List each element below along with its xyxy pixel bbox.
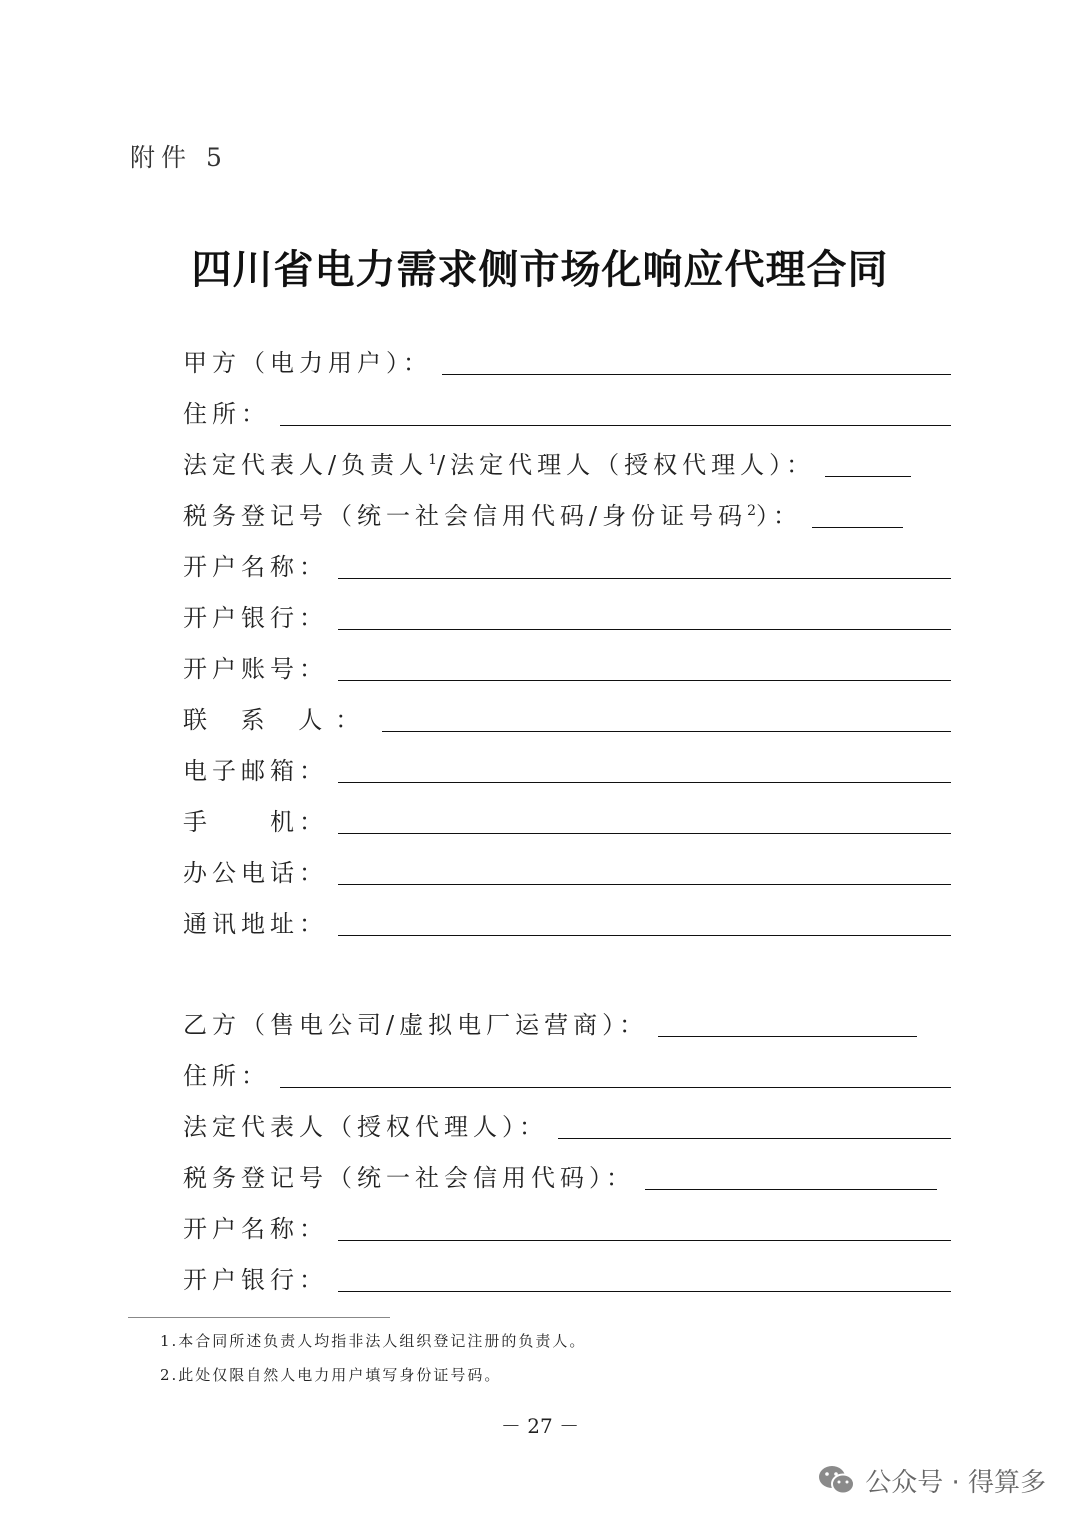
- watermark-text: 公众号 · 得算多: [865, 1468, 1046, 1498]
- party-a-email-field[interactable]: [338, 781, 951, 783]
- party-a-mobile-row: [183, 801, 951, 837]
- party-a-contact-label: 联 系 人：: [183, 706, 373, 734]
- footnote-2: 2.此处仅限自然人电力用户填写身份证号码。: [160, 1366, 502, 1384]
- party-a-address-field[interactable]: [280, 424, 951, 426]
- party-a-heading: 甲方（电力用户）：: [183, 349, 432, 377]
- attachment-label: 附件 5: [130, 143, 228, 172]
- party-a-email-row: [183, 750, 951, 786]
- party-a-legal-rep-label: 法定代表人/负责人$^1$/法定代理人（授权代理人）：: [183, 451, 816, 479]
- party-b-heading: 乙方（售电公司/虚拟电厂运营商）：: [183, 1011, 649, 1039]
- party-a-tax-label: 税务登记号（统一社会信用代码/身份证号码$^2$）：: [183, 502, 803, 530]
- page-number: － 27 －: [500, 1414, 580, 1438]
- footnote-divider: [128, 1317, 390, 1318]
- party-b-legal-rep-field[interactable]: [558, 1137, 951, 1139]
- watermark: [817, 1462, 1046, 1499]
- party-a-tax-row: [183, 495, 903, 531]
- document-title: 四川省电力需求侧市场化响应代理合同: [191, 246, 889, 293]
- party-a-mobile-field[interactable]: [338, 832, 951, 834]
- party-b-address-label: 住所：: [183, 1062, 270, 1090]
- party-a-bank-field[interactable]: [338, 628, 951, 630]
- party-a-mail-address-label: 通讯地址：: [183, 910, 328, 938]
- party-b-address-row: [183, 1055, 951, 1091]
- party-b-address-field[interactable]: [280, 1086, 951, 1088]
- party-b-account-name-row: [183, 1208, 951, 1244]
- footnote-ref-2: 2: [747, 503, 757, 519]
- party-a-name-field[interactable]: [442, 373, 951, 375]
- party-a-mobile-label: 手 机：: [183, 808, 328, 836]
- party-a-legal-rep-field[interactable]: [825, 475, 911, 477]
- party-a-contact-field[interactable]: [382, 730, 951, 732]
- party-b-bank-label: 开户银行：: [183, 1266, 328, 1294]
- party-a-account-name-row: [183, 546, 951, 582]
- party-b-tax-field[interactable]: [645, 1188, 937, 1190]
- party-b-legal-rep-label: 法定代表人（授权代理人）：: [183, 1113, 548, 1141]
- party-a-name-row: [183, 342, 951, 378]
- party-a-account-name-field[interactable]: [338, 577, 951, 579]
- party-b-tax-label: 税务登记号（统一社会信用代码）：: [183, 1164, 635, 1192]
- footnote-ref-1: 1: [428, 452, 438, 468]
- party-b-legal-rep-row: [183, 1106, 951, 1142]
- party-b-tax-row: [183, 1157, 937, 1193]
- party-a-office-phone-label: 办公电话：: [183, 859, 328, 887]
- party-a-email-label: 电子邮箱：: [183, 757, 328, 785]
- party-a-contact-row: [183, 699, 951, 735]
- party-a-mail-address-row: [183, 903, 951, 939]
- party-a-mail-address-field[interactable]: [338, 934, 951, 936]
- footnote-1: 1.本合同所述负责人均指非法人组织登记注册的负责人。: [160, 1332, 587, 1350]
- party-a-office-phone-field[interactable]: [338, 883, 951, 885]
- party-a-address-label: 住所：: [183, 400, 270, 428]
- party-b-bank-row: [183, 1259, 951, 1295]
- party-b-bank-field[interactable]: [338, 1290, 951, 1292]
- party-a-account-no-field[interactable]: [338, 679, 951, 681]
- party-b-name-row: [183, 1004, 917, 1040]
- party-a-account-no-label: 开户账号：: [183, 655, 328, 683]
- party-a-office-phone-row: [183, 852, 951, 888]
- party-b-account-name-field[interactable]: [338, 1239, 951, 1241]
- wechat-icon: [817, 1464, 857, 1498]
- party-a-tax-field[interactable]: [812, 526, 903, 528]
- party-a-legal-rep-row: [183, 444, 911, 480]
- party-b-account-name-label: 开户名称：: [183, 1215, 328, 1243]
- party-a-address-row: [183, 393, 951, 429]
- party-b-name-field[interactable]: [658, 1035, 917, 1037]
- party-a-bank-label: 开户银行：: [183, 604, 328, 632]
- party-a-account-no-row: [183, 648, 951, 684]
- party-a-account-name-label: 开户名称：: [183, 553, 328, 581]
- party-a-bank-row: [183, 597, 951, 633]
